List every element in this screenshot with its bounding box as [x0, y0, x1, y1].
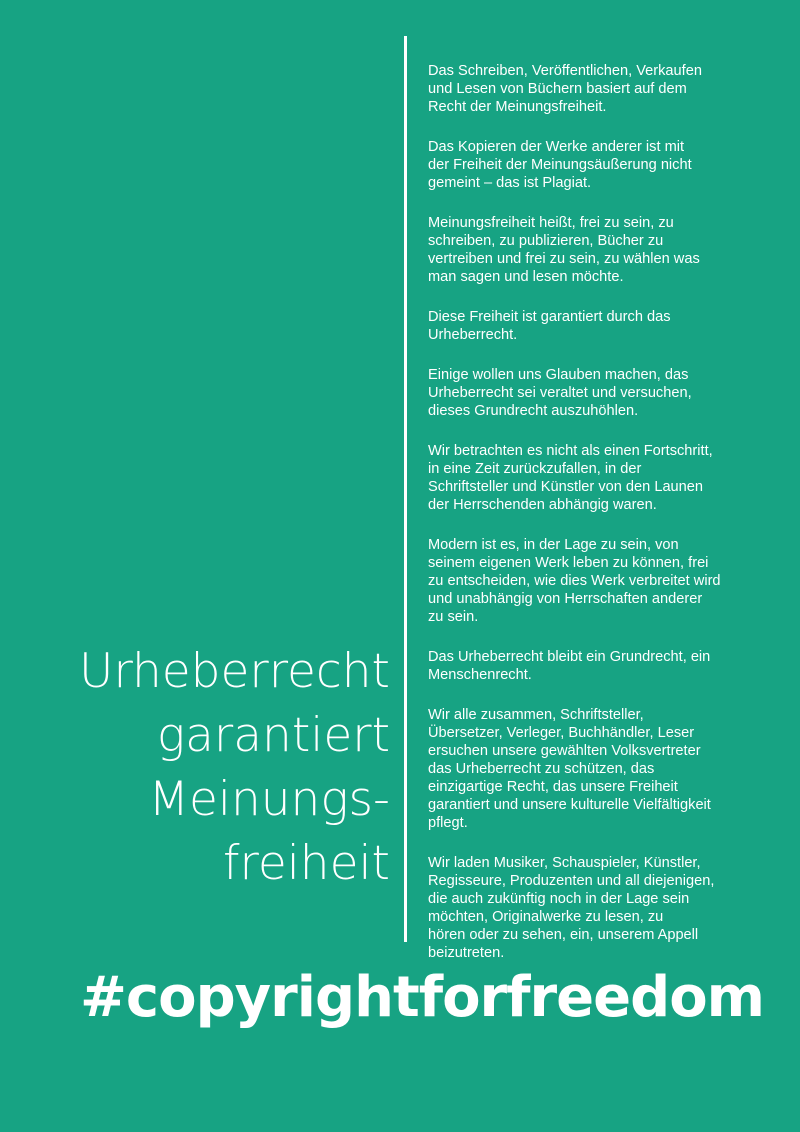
paragraph-9: Wir alle zusammen, Schriftsteller, Übersetzer, Verleger, Buchhändler, Leser ersuchen unsere gewählten Volksvertreter das Urheberrecht zu schützen, das einzigartige Recht, das unsere Freiheit garantiert und unsere kulturelle Vielfältigkeit pflegt. [428, 707, 711, 831]
paragraph-3: Meinungsfreiheit heißt, frei zu sein, zu schreiben, zu publizieren, Bücher zu vertreiben und frei zu sein, zu wählen was man sagen und lesen möchte. [428, 215, 700, 285]
paragraph-5: Einige wollen uns Glauben machen, das Urheberrecht sei veraltet und versuchen, dieses Grundrecht auszuhöhlen. [428, 367, 692, 419]
headline-line-1: Urheberrecht [79, 644, 390, 699]
vertical-divider [404, 36, 407, 942]
headline-line-2: garantiert [156, 708, 390, 763]
hashtag: #copyrightforfreedom [80, 965, 765, 1030]
paragraph-2: Das Kopieren der Werke anderer ist mit der Freiheit der Meinungsäußerung nicht gemeint – das ist Plagiat. [428, 139, 692, 191]
paragraph-1: Das Schreiben, Veröffentlichen, Verkaufen und Lesen von Büchern basiert auf dem Recht der Meinungsfreiheit. [428, 63, 702, 115]
paragraph-4: Diese Freiheit ist garantiert durch das Urheberrecht. [428, 309, 671, 343]
headline [10, 640, 390, 896]
paragraph-8: Das Urheberrecht bleibt ein Grundrecht, ein Menschenrecht. [428, 649, 711, 683]
paragraph-6: Wir betrachten es nicht als einen Fortschritt, in eine Zeit zurückzufallen, in der Schriftsteller und Künstler von den Launen der Herrschenden abhängig waren. [428, 443, 713, 513]
paragraph-10: Wir laden Musiker, Schauspieler, Künstler, Regisseure, Produzenten und all diejenigen, die auch zukünftig noch in der Lage sein möchten, Originalwerke zu lesen, zu hören oder zu sehen, ein, unserem Appell beizutreten. [428, 855, 715, 961]
manifesto-text [428, 62, 768, 984]
paragraph-7: Modern ist es, in der Lage zu sein, von seinem eigenen Werk leben zu können, frei zu entscheiden, wie dies Werk verbreitet wird und unabhängig von Herrschaften anderer zu sein. [428, 537, 721, 625]
headline-line-4: freiheit [222, 836, 390, 891]
headline-line-3: Meinungs- [148, 772, 390, 827]
